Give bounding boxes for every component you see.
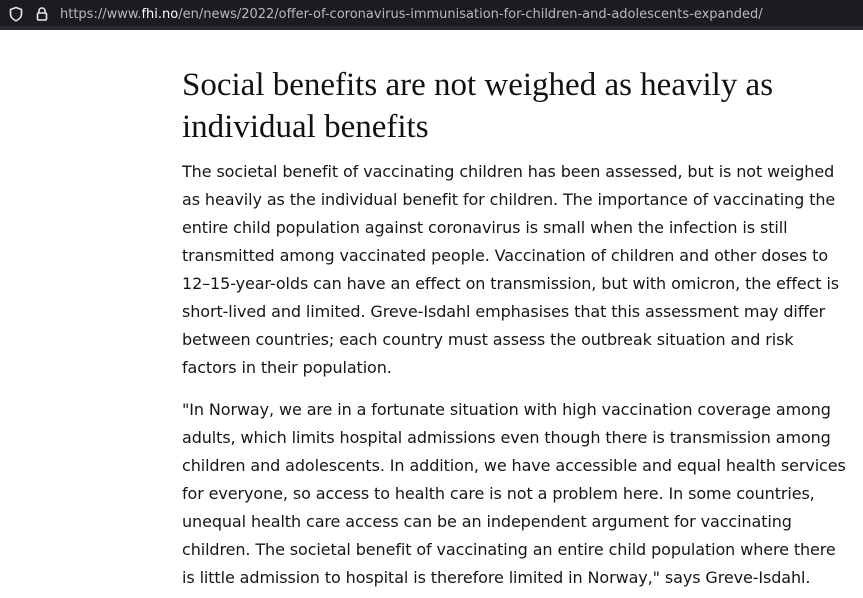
url-host: fhi.no — [141, 7, 179, 22]
lock-icon[interactable] — [34, 6, 50, 22]
url-prefix: https://www. — [60, 7, 142, 22]
paragraph-societal-benefit: The societal benefit of vaccinating children has been assessed, but is not weighed as heavily as the individual benefit for children. The importance of vaccinating the entire child population against coronavirus is small when the infection is still transmitted among vaccinated people. Vaccination of children and other doses to 12–15-year-olds can have an effect on transmission, but with omicron, the effect is short-lived and limited. Greve-Isdahl emphasises that this assessment may differ between countries; each country must assess the outbreak situation and risk factors in their population. — [182, 162, 840, 377]
url-path: /en/news/2022/offer-of-coronavirus-immunisation-for-children-and-adolescents-expanded/ — [178, 7, 763, 22]
article-content — [182, 64, 847, 592]
address-bar[interactable] — [0, 0, 863, 30]
url-text[interactable] — [60, 6, 763, 24]
section-heading: Social benefits are not weighed as heavily as individual benefits — [182, 67, 774, 145]
paragraph-quote: "In Norway, we are in a fortunate situation with high vaccination coverage among adults, which limits hospital admissions even though there is transmission among children and adolescents. In addition, we have accessible and equal health services for everyone, so access to health care is not a problem here. In some countries, unequal health care access can be an independent argument for vaccinating children. The societal benefit of vaccinating an entire child population where there is little admission to hospital is therefore limited in Norway," says Greve-Isdahl. — [182, 400, 846, 587]
shield-icon[interactable] — [8, 6, 24, 22]
